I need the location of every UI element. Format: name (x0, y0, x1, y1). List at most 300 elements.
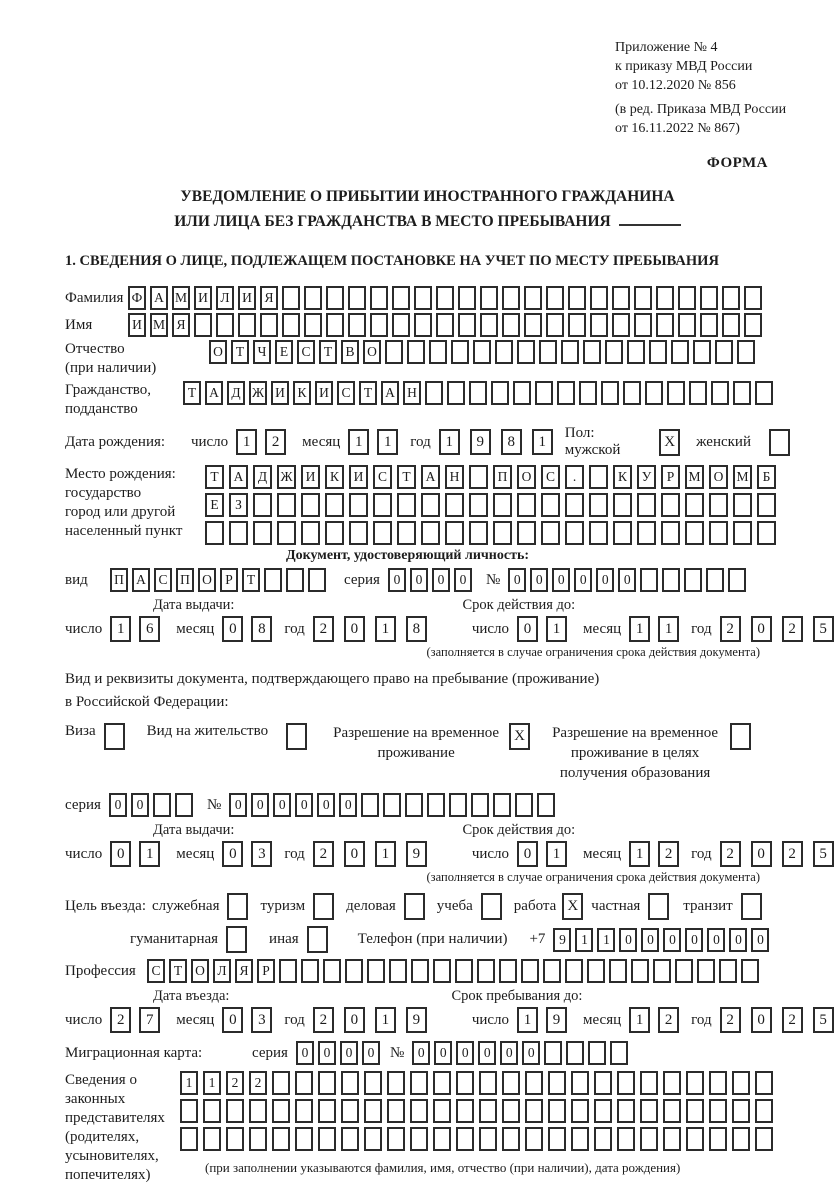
char-cell[interactable] (609, 959, 627, 983)
char-cell[interactable] (589, 465, 608, 489)
char-cell[interactable] (410, 1099, 428, 1123)
char-cell[interactable]: 2 (782, 1007, 803, 1033)
char-cell[interactable] (649, 340, 667, 364)
char-cell[interactable] (656, 313, 674, 337)
char-cell[interactable]: 0 (434, 1041, 452, 1065)
char-cell[interactable] (318, 1071, 336, 1095)
char-cell[interactable] (524, 313, 542, 337)
char-cell[interactable]: 1 (348, 429, 369, 455)
char-cell[interactable] (194, 313, 212, 337)
char-cell[interactable]: 9 (470, 429, 491, 455)
char-cell[interactable] (348, 286, 366, 310)
char-cell[interactable] (588, 1041, 606, 1065)
char-cell[interactable]: 0 (751, 616, 772, 642)
char-cell[interactable] (700, 286, 718, 310)
char-cell[interactable]: Д (227, 381, 245, 405)
char-cell[interactable] (617, 1071, 635, 1095)
char-cell[interactable] (612, 286, 630, 310)
char-cell[interactable]: 0 (110, 841, 131, 867)
char-cell[interactable] (517, 493, 536, 517)
char-cell[interactable]: 5 (813, 1007, 834, 1033)
char-cell[interactable] (513, 381, 531, 405)
char-cell[interactable]: 0 (344, 616, 365, 642)
char-cell[interactable] (737, 340, 755, 364)
char-cell[interactable] (521, 959, 539, 983)
char-cell[interactable]: 0 (340, 1041, 358, 1065)
char-cell[interactable] (755, 1099, 773, 1123)
char-cell[interactable] (295, 1127, 313, 1151)
char-cell[interactable] (279, 959, 297, 983)
char-cell[interactable] (455, 959, 473, 983)
char-cell[interactable]: 1 (546, 841, 567, 867)
char-cell[interactable] (678, 313, 696, 337)
char-cell[interactable]: 3 (251, 1007, 272, 1033)
char-cell[interactable] (295, 1071, 313, 1095)
char-cell[interactable] (410, 1071, 428, 1095)
char-cell[interactable] (640, 568, 658, 592)
char-cell[interactable] (421, 493, 440, 517)
char-cell[interactable] (685, 521, 704, 545)
char-cell[interactable] (544, 1041, 562, 1065)
char-cell[interactable] (601, 381, 619, 405)
char-cell[interactable]: 0 (454, 568, 472, 592)
char-cell[interactable] (364, 1127, 382, 1151)
char-cell[interactable] (517, 521, 536, 545)
char-cell[interactable] (755, 1071, 773, 1095)
char-cell[interactable]: О (363, 340, 381, 364)
char-cell[interactable] (405, 793, 423, 817)
char-cell[interactable]: И (315, 381, 333, 405)
char-cell[interactable]: 0 (508, 568, 526, 592)
char-cell[interactable] (546, 313, 564, 337)
char-cell[interactable]: 1 (532, 429, 553, 455)
char-cell[interactable] (277, 493, 296, 517)
char-cell[interactable] (623, 381, 641, 405)
char-cell[interactable] (656, 286, 674, 310)
char-cell[interactable]: 2 (249, 1071, 267, 1095)
char-cell[interactable]: 0 (109, 793, 127, 817)
char-cell[interactable] (541, 521, 560, 545)
char-cell[interactable]: Т (231, 340, 249, 364)
char-cell[interactable]: 1 (377, 429, 398, 455)
char-cell[interactable]: 0 (729, 928, 747, 952)
char-cell[interactable] (645, 381, 663, 405)
char-cell[interactable]: 1 (139, 841, 160, 867)
char-cell[interactable] (429, 340, 447, 364)
char-cell[interactable]: 5 (813, 841, 834, 867)
char-cell[interactable]: 7 (139, 1007, 160, 1033)
char-cell[interactable]: С (373, 465, 392, 489)
char-cell[interactable] (685, 493, 704, 517)
char-cell[interactable]: 1 (236, 429, 257, 455)
char-cell[interactable]: 0 (412, 1041, 430, 1065)
char-cell[interactable]: Т (242, 568, 260, 592)
char-cell[interactable] (469, 381, 487, 405)
char-cell[interactable] (732, 1127, 750, 1151)
char-cell[interactable] (282, 286, 300, 310)
char-cell[interactable] (153, 793, 171, 817)
char-cell[interactable] (387, 1071, 405, 1095)
char-cell[interactable]: О (191, 959, 209, 983)
char-cell[interactable] (524, 286, 542, 310)
char-cell[interactable]: К (293, 381, 311, 405)
char-cell[interactable]: 0 (432, 568, 450, 592)
char-cell[interactable] (433, 1127, 451, 1151)
char-cell[interactable] (719, 959, 737, 983)
char-cell[interactable] (662, 568, 680, 592)
char-cell[interactable]: А (150, 286, 168, 310)
char-cell[interactable] (548, 1099, 566, 1123)
char-cell[interactable]: 1 (375, 616, 396, 642)
char-cell[interactable]: Т (359, 381, 377, 405)
char-cell[interactable] (661, 521, 680, 545)
char-cell[interactable] (249, 1127, 267, 1151)
char-cell[interactable] (229, 521, 248, 545)
char-cell[interactable] (732, 1099, 750, 1123)
char-cell[interactable] (414, 286, 432, 310)
char-cell[interactable]: 0 (318, 1041, 336, 1065)
char-cell[interactable] (301, 959, 319, 983)
char-cell[interactable] (709, 1071, 727, 1095)
char-cell[interactable] (414, 313, 432, 337)
char-cell[interactable] (706, 568, 724, 592)
char-cell[interactable] (397, 493, 416, 517)
char-cell[interactable] (272, 1127, 290, 1151)
char-cell[interactable]: 0 (663, 928, 681, 952)
char-cell[interactable] (640, 1127, 658, 1151)
char-cell[interactable]: В (341, 340, 359, 364)
char-cell[interactable]: 6 (139, 616, 160, 642)
char-cell[interactable]: А (229, 465, 248, 489)
char-cell[interactable]: 2 (720, 841, 741, 867)
char-cell[interactable] (272, 1099, 290, 1123)
char-cell[interactable]: 0 (618, 568, 636, 592)
char-cell[interactable] (318, 1127, 336, 1151)
char-cell[interactable] (253, 493, 272, 517)
char-cell[interactable]: Ж (249, 381, 267, 405)
char-cell[interactable] (755, 381, 773, 405)
char-cell[interactable] (433, 959, 451, 983)
char-cell[interactable] (392, 286, 410, 310)
char-cell[interactable]: 0 (344, 841, 365, 867)
char-cell[interactable] (568, 313, 586, 337)
char-cell[interactable] (583, 340, 601, 364)
char-cell[interactable]: 1 (629, 841, 650, 867)
char-cell[interactable] (345, 959, 363, 983)
char-cell[interactable] (491, 381, 509, 405)
checkbox-female[interactable] (769, 429, 790, 456)
char-cell[interactable]: Л (213, 959, 231, 983)
char-cell[interactable]: 1 (375, 1007, 396, 1033)
char-cell[interactable]: 0 (251, 793, 269, 817)
char-cell[interactable] (502, 313, 520, 337)
char-cell[interactable]: 2 (110, 1007, 131, 1033)
char-cell[interactable] (479, 1099, 497, 1123)
char-cell[interactable]: Н (445, 465, 464, 489)
char-cell[interactable] (571, 1127, 589, 1151)
checkbox-rvpo[interactable] (730, 723, 751, 750)
char-cell[interactable] (728, 568, 746, 592)
char-cell[interactable] (226, 1099, 244, 1123)
char-cell[interactable] (433, 1099, 451, 1123)
char-cell[interactable] (610, 1041, 628, 1065)
char-cell[interactable] (686, 1099, 704, 1123)
char-cell[interactable]: К (613, 465, 632, 489)
char-cell[interactable]: 0 (222, 1007, 243, 1033)
char-cell[interactable]: 0 (751, 841, 772, 867)
char-cell[interactable] (667, 381, 685, 405)
char-cell[interactable] (493, 521, 512, 545)
char-cell[interactable]: 1 (629, 1007, 650, 1033)
char-cell[interactable] (663, 1099, 681, 1123)
char-cell[interactable]: 2 (782, 616, 803, 642)
char-cell[interactable] (367, 959, 385, 983)
char-cell[interactable] (741, 959, 759, 983)
char-cell[interactable]: И (128, 313, 146, 337)
checkbox-male[interactable]: X (659, 429, 680, 456)
char-cell[interactable] (479, 1071, 497, 1095)
char-cell[interactable] (410, 1127, 428, 1151)
char-cell[interactable] (421, 521, 440, 545)
char-cell[interactable] (565, 521, 584, 545)
char-cell[interactable]: 2 (658, 1007, 679, 1033)
char-cell[interactable] (709, 493, 728, 517)
char-cell[interactable]: 2 (265, 429, 286, 455)
char-cell[interactable]: А (132, 568, 150, 592)
checkbox-ucheba[interactable] (481, 893, 502, 920)
checkbox-tranzit[interactable] (741, 893, 762, 920)
char-cell[interactable] (364, 1099, 382, 1123)
char-cell[interactable]: 3 (251, 841, 272, 867)
char-cell[interactable] (469, 521, 488, 545)
char-cell[interactable]: 1 (629, 616, 650, 642)
char-cell[interactable]: 0 (317, 793, 335, 817)
char-cell[interactable] (587, 959, 605, 983)
char-cell[interactable] (744, 313, 762, 337)
char-cell[interactable] (678, 286, 696, 310)
char-cell[interactable]: 5 (813, 616, 834, 642)
char-cell[interactable] (458, 286, 476, 310)
char-cell[interactable] (493, 493, 512, 517)
char-cell[interactable]: 1 (375, 841, 396, 867)
char-cell[interactable] (525, 1127, 543, 1151)
char-cell[interactable]: 0 (222, 841, 243, 867)
char-cell[interactable] (517, 340, 535, 364)
char-cell[interactable] (325, 521, 344, 545)
char-cell[interactable] (757, 493, 776, 517)
char-cell[interactable]: 0 (641, 928, 659, 952)
char-cell[interactable] (349, 493, 368, 517)
char-cell[interactable]: 9 (553, 928, 571, 952)
char-cell[interactable] (631, 959, 649, 983)
char-cell[interactable] (407, 340, 425, 364)
char-cell[interactable]: Р (661, 465, 680, 489)
char-cell[interactable] (502, 1071, 520, 1095)
char-cell[interactable] (456, 1099, 474, 1123)
char-cell[interactable] (364, 1071, 382, 1095)
char-cell[interactable]: 0 (500, 1041, 518, 1065)
char-cell[interactable] (709, 1127, 727, 1151)
char-cell[interactable]: А (381, 381, 399, 405)
char-cell[interactable] (627, 340, 645, 364)
char-cell[interactable]: У (637, 465, 656, 489)
char-cell[interactable]: 0 (574, 568, 592, 592)
char-cell[interactable] (389, 959, 407, 983)
char-cell[interactable] (175, 793, 193, 817)
char-cell[interactable]: 2 (720, 616, 741, 642)
char-cell[interactable] (634, 286, 652, 310)
char-cell[interactable]: 0 (296, 1041, 314, 1065)
char-cell[interactable] (301, 493, 320, 517)
char-cell[interactable] (304, 286, 322, 310)
char-cell[interactable] (525, 1099, 543, 1123)
char-cell[interactable]: 0 (410, 568, 428, 592)
char-cell[interactable] (637, 493, 656, 517)
char-cell[interactable] (373, 521, 392, 545)
char-cell[interactable] (203, 1127, 221, 1151)
char-cell[interactable] (392, 313, 410, 337)
char-cell[interactable]: 0 (596, 568, 614, 592)
char-cell[interactable] (686, 1071, 704, 1095)
char-cell[interactable] (469, 493, 488, 517)
char-cell[interactable] (565, 959, 583, 983)
char-cell[interactable] (590, 286, 608, 310)
char-cell[interactable] (341, 1099, 359, 1123)
char-cell[interactable] (732, 1071, 750, 1095)
char-cell[interactable]: З (229, 493, 248, 517)
char-cell[interactable] (594, 1071, 612, 1095)
char-cell[interactable]: 0 (517, 841, 538, 867)
char-cell[interactable] (502, 1127, 520, 1151)
char-cell[interactable]: М (733, 465, 752, 489)
char-cell[interactable] (260, 313, 278, 337)
char-cell[interactable] (304, 313, 322, 337)
char-cell[interactable]: 2 (313, 841, 334, 867)
char-cell[interactable] (469, 465, 488, 489)
char-cell[interactable] (697, 959, 715, 983)
char-cell[interactable]: С (147, 959, 165, 983)
checkbox-chastnaya[interactable] (648, 893, 669, 920)
char-cell[interactable]: О (209, 340, 227, 364)
char-cell[interactable] (341, 1127, 359, 1151)
char-cell[interactable] (411, 959, 429, 983)
char-cell[interactable] (205, 521, 224, 545)
char-cell[interactable]: 2 (313, 616, 334, 642)
char-cell[interactable] (663, 1127, 681, 1151)
char-cell[interactable]: Я (172, 313, 190, 337)
char-cell[interactable]: 8 (406, 616, 427, 642)
char-cell[interactable]: Е (275, 340, 293, 364)
char-cell[interactable] (689, 381, 707, 405)
char-cell[interactable]: Н (403, 381, 421, 405)
char-cell[interactable] (433, 1071, 451, 1095)
char-cell[interactable] (286, 568, 304, 592)
char-cell[interactable] (722, 313, 740, 337)
char-cell[interactable]: 0 (552, 568, 570, 592)
char-cell[interactable]: С (297, 340, 315, 364)
char-cell[interactable] (318, 1099, 336, 1123)
char-cell[interactable]: 9 (406, 841, 427, 867)
char-cell[interactable]: П (493, 465, 512, 489)
char-cell[interactable] (216, 313, 234, 337)
char-cell[interactable]: Ч (253, 340, 271, 364)
char-cell[interactable]: 8 (251, 616, 272, 642)
char-cell[interactable] (539, 340, 557, 364)
checkbox-sluzhebnaya[interactable] (227, 893, 248, 920)
char-cell[interactable]: И (271, 381, 289, 405)
char-cell[interactable] (663, 1071, 681, 1095)
char-cell[interactable] (383, 793, 401, 817)
char-cell[interactable] (733, 521, 752, 545)
char-cell[interactable] (541, 493, 560, 517)
char-cell[interactable] (323, 959, 341, 983)
char-cell[interactable] (686, 1127, 704, 1151)
char-cell[interactable] (535, 381, 553, 405)
char-cell[interactable]: . (565, 465, 584, 489)
char-cell[interactable] (308, 568, 326, 592)
char-cell[interactable]: 0 (619, 928, 637, 952)
char-cell[interactable] (445, 521, 464, 545)
char-cell[interactable]: Р (257, 959, 275, 983)
char-cell[interactable] (640, 1071, 658, 1095)
char-cell[interactable] (613, 521, 632, 545)
char-cell[interactable]: Л (216, 286, 234, 310)
char-cell[interactable] (684, 568, 702, 592)
char-cell[interactable] (617, 1127, 635, 1151)
char-cell[interactable] (499, 959, 517, 983)
char-cell[interactable] (326, 313, 344, 337)
char-cell[interactable] (385, 340, 403, 364)
char-cell[interactable]: 2 (658, 841, 679, 867)
char-cell[interactable]: Р (220, 568, 238, 592)
char-cell[interactable] (445, 493, 464, 517)
char-cell[interactable]: 0 (295, 793, 313, 817)
char-cell[interactable]: Т (319, 340, 337, 364)
char-cell[interactable] (387, 1099, 405, 1123)
char-cell[interactable] (571, 1071, 589, 1095)
char-cell[interactable] (612, 313, 630, 337)
char-cell[interactable] (548, 1071, 566, 1095)
char-cell[interactable] (693, 340, 711, 364)
char-cell[interactable]: 0 (339, 793, 357, 817)
char-cell[interactable] (425, 381, 443, 405)
char-cell[interactable]: К (325, 465, 344, 489)
char-cell[interactable]: С (154, 568, 172, 592)
checkbox-turizm[interactable] (313, 893, 334, 920)
char-cell[interactable] (387, 1127, 405, 1151)
char-cell[interactable]: 1 (597, 928, 615, 952)
char-cell[interactable] (594, 1127, 612, 1151)
char-cell[interactable]: 0 (362, 1041, 380, 1065)
char-cell[interactable]: 0 (707, 928, 725, 952)
char-cell[interactable] (264, 568, 282, 592)
char-cell[interactable] (709, 1099, 727, 1123)
char-cell[interactable] (671, 340, 689, 364)
char-cell[interactable]: 0 (517, 616, 538, 642)
char-cell[interactable]: Ф (128, 286, 146, 310)
char-cell[interactable]: Ж (277, 465, 296, 489)
char-cell[interactable] (744, 286, 762, 310)
checkbox-delovaya[interactable] (404, 893, 425, 920)
char-cell[interactable] (301, 521, 320, 545)
char-cell[interactable]: 1 (517, 1007, 538, 1033)
char-cell[interactable] (700, 313, 718, 337)
char-cell[interactable] (561, 340, 579, 364)
char-cell[interactable] (711, 381, 729, 405)
char-cell[interactable] (589, 521, 608, 545)
char-cell[interactable] (203, 1099, 221, 1123)
char-cell[interactable] (755, 1127, 773, 1151)
